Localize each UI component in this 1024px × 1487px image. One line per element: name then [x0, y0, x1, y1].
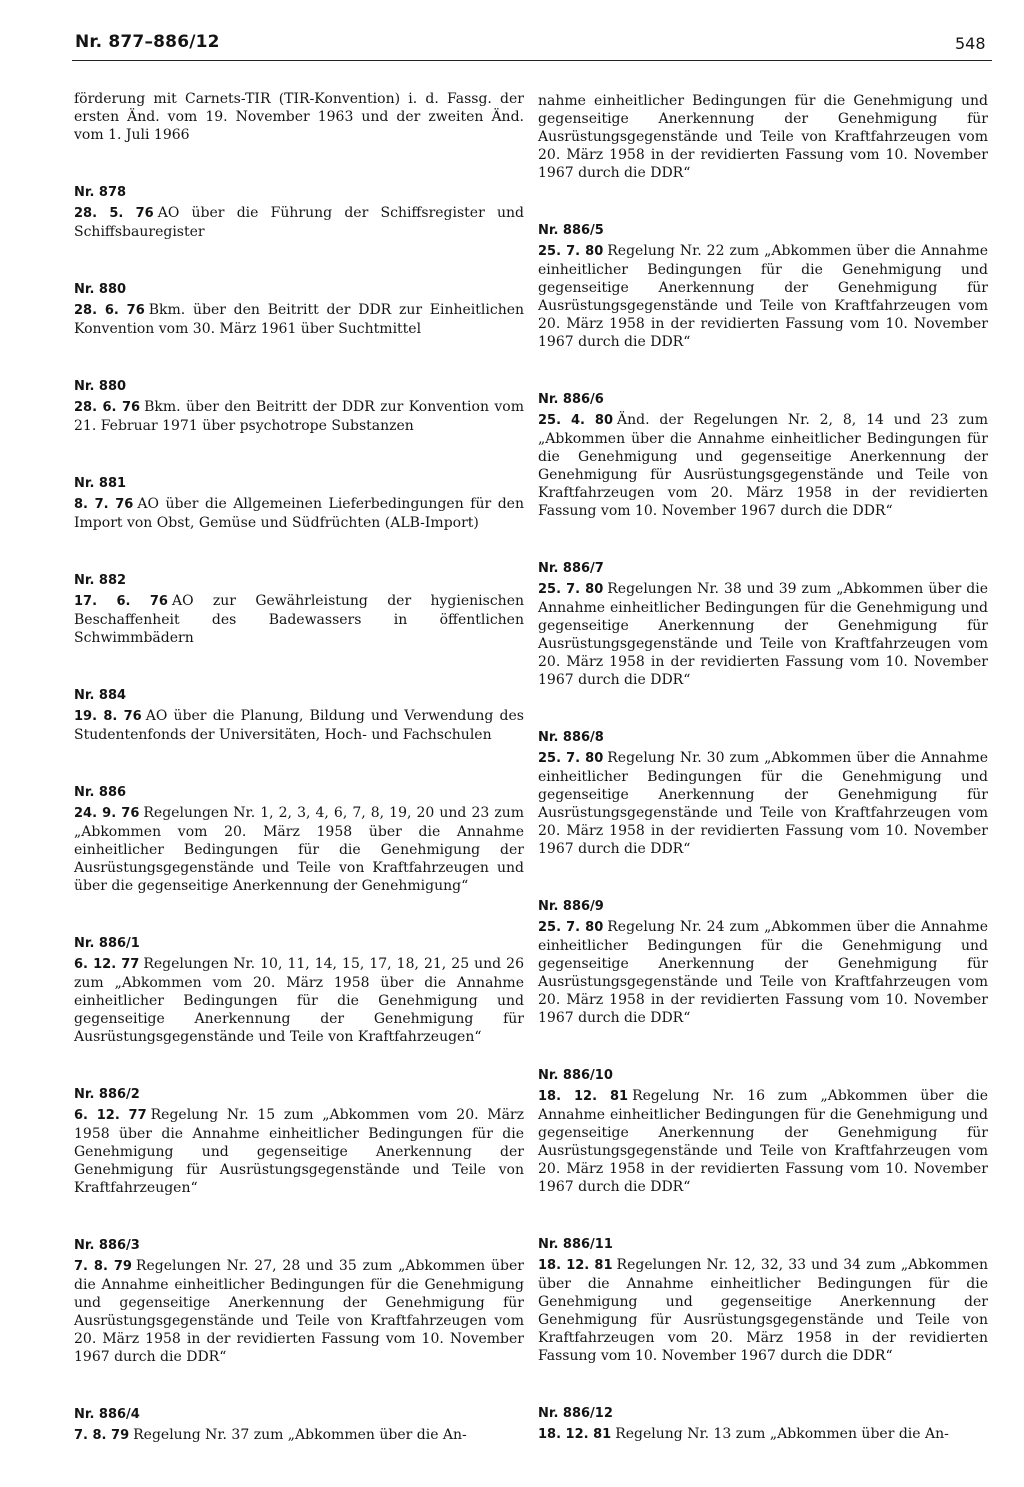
entry-date: 7. 8. 79: [74, 1428, 130, 1443]
entry-number: Nr. 886: [74, 785, 127, 800]
list-item: [538, 391, 988, 520]
entry-number: Nr. 886/10: [538, 1068, 613, 1083]
entry-date: 6. 12. 77: [74, 1108, 147, 1123]
list-item: [74, 784, 524, 895]
entry-number: Nr. 880: [74, 379, 127, 394]
list-item: [538, 1236, 988, 1365]
entry-date: 25. 7. 80: [538, 582, 604, 597]
entry-number: Nr. 880: [74, 282, 127, 297]
list-item: [74, 572, 524, 647]
entry-body: [74, 1106, 524, 1197]
entry-text: Regelungen Nr. 27, 28 und 35 zum „Abkommen über die Annahme einheitlicher Bedingungen für die Genehmigung und gegenseitige Anerkennung der Genehmigung für Ausrüstungsgegenstände und Teile von Kraftfahrzeugen vom 20. März 1958 in der revidierten Fassung vom 10. November 1967 durch die DDR“: [74, 1258, 524, 1365]
entry-date: 18. 12. 81: [538, 1258, 613, 1273]
entry-body: [74, 955, 524, 1046]
entry-text: Bkm. über den Beitritt der DDR zur Konvention vom 21. Februar 1971 über psychotrope Substanzen: [74, 399, 524, 434]
entry-date: 18. 12. 81: [538, 1427, 612, 1442]
entry-number: Nr. 882: [74, 573, 127, 588]
entry-text: Regelungen Nr. 12, 32, 33 und 34 zum „Abkommen über die Annahme einheitlicher Bedingungen für die Genehmigung und gegenseitige Anerkennung der Genehmigung für Ausrüstungsgegenstände und Teile von Kraftfahrzeugen vom 20. März 1958 in der revidierten Fassung vom 10. November 1967 durch die DDR“: [538, 1257, 989, 1364]
header-rule: [72, 60, 992, 61]
entry-date: 18. 12. 81: [538, 1089, 629, 1104]
entry-number: Nr. 886/4: [74, 1407, 140, 1422]
entry-text: Regelung Nr. 15 zum „Abkommen vom 20. März 1958 über die Annahme einheitlicher Bedingungen für die Genehmigung und gegenseitige Anerkennung der Genehmigung für Ausrüstungsgegenstände und Teile von Kraftfahrzeugen“: [74, 1107, 524, 1196]
entry-date: 7. 8. 79: [74, 1259, 132, 1274]
entry-date: 25. 7. 80: [538, 244, 604, 259]
entry-body: [538, 749, 988, 858]
entry-text: Regelung Nr. 13 zum „Abkommen über die An-: [615, 1426, 949, 1442]
entry-date: 8. 7. 76: [74, 497, 134, 512]
entry-text: Regelungen Nr. 1, 2, 3, 4, 6, 7, 8, 19, 20 und 23 zum „Abkommen vom 20. März 1958 über die Annahme einheitlicher Bedingungen für die Genehmigung der Ausrüstungsgegenstände und Teile von Kraftfahrzeugen und über die gegenseitige Anerkennung der Genehmigung“: [74, 805, 524, 894]
entry-body: [538, 918, 988, 1027]
entry-date: 6. 12. 77: [74, 957, 140, 972]
entry-text: AO über die Führung der Schiffsregister und Schiffsbauregister: [74, 205, 524, 240]
entry-body: [74, 398, 524, 435]
entry-number: Nr. 886/11: [538, 1237, 613, 1252]
list-item: [74, 1406, 524, 1445]
entry-date: 25. 7. 80: [538, 751, 604, 766]
list-item: [538, 222, 988, 351]
entry-text: Regelungen Nr. 38 und 39 zum „Abkommen über die Annahme einheitlicher Bedingungen für die Genehmigung und gegenseitige Anerkennung der Genehmigung für Ausrüstungsgegenstände und Teile von Kraftfahrzeugen vom 20. März 1958 in der revidierten Fassung vom 10. November 1967 durch die DDR“: [538, 581, 988, 688]
list-item: [74, 184, 524, 241]
entry-text: Bkm. über den Beitritt der DDR zur Einheitlichen Konvention vom 30. März 1961 über Suchtmittel: [74, 302, 525, 337]
entry-date: 25. 7. 80: [538, 920, 604, 935]
entry-date: 28. 6. 76: [74, 303, 145, 318]
list-item: [74, 475, 524, 532]
entry-body: [74, 707, 524, 744]
entry-text: AO zur Gewährleistung der hygienischen Beschaffenheit des Badewassers in öffentlichen Schwimmbädern: [74, 593, 524, 646]
entry-body: [74, 495, 524, 532]
entry-body: [74, 204, 524, 241]
list-item: [538, 1405, 988, 1444]
entry-number: Nr. 878: [74, 185, 127, 200]
entry-date: 25. 4. 80: [538, 413, 613, 428]
list-item: [538, 729, 988, 858]
entry-date: 17. 6. 76: [74, 594, 168, 609]
entry-text: AO über die Planung, Bildung und Verwendung des Studentenfonds der Universitäten, Hoch- und Fachschulen: [74, 708, 524, 743]
list-item: [74, 378, 524, 435]
page-header-title: Nr. 877–886/12: [75, 32, 220, 52]
entry-text: Regelung Nr. 30 zum „Abkommen über die Annahme einheitlicher Bedingungen für die Genehmigung und gegenseitige Anerkennung der Genehmigung für Ausrüstungsgegenstände und Teile von Kraftfahrzeugen vom 20. März 1958 in der revidierten Fassung vom 10. November 1967 durch die DDR“: [538, 750, 989, 857]
list-item: [538, 560, 988, 689]
entry-body: [74, 804, 524, 895]
entry-body: [538, 1256, 988, 1365]
entry-body: [74, 1257, 524, 1366]
entry-body: [538, 1087, 988, 1196]
entry-number: Nr. 886/12: [538, 1406, 613, 1421]
right-column: [538, 92, 988, 1484]
entry-date: 28. 5. 76: [74, 206, 154, 221]
entry-number: Nr. 886/3: [74, 1238, 140, 1253]
entry-date: 24. 9. 76: [74, 806, 140, 821]
entry-body: [538, 1425, 988, 1444]
continuation-text: nahme einheitlicher Bedingungen für die Genehmigung und gegenseitige Anerkennung der Genehmigung für Ausrüstungsgegenstände und Teile von Kraftfahrzeugen vom 20. März 1958 in der revidierten Fassung vom 10. November 1967 durch die DDR“: [538, 93, 988, 181]
entry-date: 28. 6. 76: [74, 400, 141, 415]
entry-number: Nr. 886/6: [538, 392, 604, 407]
entry-body: [74, 592, 524, 647]
entry-body: [538, 580, 988, 689]
entry-text: Regelungen Nr. 10, 11, 14, 15, 17, 18, 21, 25 und 26 zum „Abkommen vom 20. März 1958 über die Annahme einheitlicher Bedingungen für die Genehmigung und gegenseitige Anerkennung der Genehmigung für Ausrüstungsgegenstände und Teile von Kraftfahrzeugen“: [74, 956, 524, 1045]
list-item: [74, 1237, 524, 1366]
entry-text: AO über die Allgemeinen Lieferbedingungen für den Import von Obst, Gemüse und Südfrüchten (ALB-Import): [74, 496, 524, 531]
entry-text: Änd. der Regelungen Nr. 2, 8, 14 und 23 zum „Abkommen über die Annahme einheitlicher Bedingungen für die Genehmigung und gegenseitige Anerkennung der Genehmigung für Ausrüstungsgegenstände und Teile von Kraftfahrzeugen vom 20. März 1958 in der revidierten Fassung vom 10. November 1967 durch die DDR“: [538, 412, 988, 519]
list-item: [74, 935, 524, 1046]
entry-number: Nr. 886/7: [538, 561, 604, 576]
list-item: [74, 1086, 524, 1197]
page-number: 548: [955, 34, 986, 53]
entry-body: [74, 1426, 524, 1445]
list-item: [538, 1067, 988, 1196]
list-item: [538, 898, 988, 1027]
entry-body: [538, 411, 988, 520]
entry-number: Nr. 881: [74, 476, 127, 491]
left-column: [74, 90, 524, 1485]
entry-body: [538, 242, 988, 351]
entry-text: Regelung Nr. 16 zum „Abkommen über die Annahme einheitlicher Bedingungen für die Genehmigung und gegenseitige Anerkennung der Genehmigung für Ausrüstungsgegenstände und Teile von Kraftfahrzeugen vom 20. März 1958 in der revidierten Fassung vom 10. November 1967 durch die DDR“: [538, 1088, 988, 1195]
entry-number: Nr. 886/5: [538, 223, 604, 238]
continuation-text: förderung mit Carnets-TIR (TIR-Konvention) i. d. Fassg. der ersten Änd. vom 19. November 1963 und der zweiten Änd. vom 1. Juli 1966: [74, 91, 524, 143]
entry-number: Nr. 886/1: [74, 936, 140, 951]
entry-date: 19. 8. 76: [74, 709, 142, 724]
entry-number: Nr. 886/8: [538, 730, 604, 745]
entry-number: Nr. 884: [74, 688, 127, 703]
entry-number: Nr. 886/9: [538, 899, 604, 914]
list-item: [74, 687, 524, 744]
list-item: [74, 281, 524, 338]
entry-text: Regelung Nr. 22 zum „Abkommen über die Annahme einheitlicher Bedingungen für die Genehmigung und gegenseitige Anerkennung der Genehmigung für Ausrüstungsgegenstände und Teile von Kraftfahrzeugen vom 20. März 1958 in der revidierten Fassung vom 10. November 1967 durch die DDR“: [538, 243, 989, 350]
entry-text: Regelung Nr. 37 zum „Abkommen über die An-: [133, 1427, 467, 1443]
entry-number: Nr. 886/2: [74, 1087, 140, 1102]
entry-body: [74, 301, 524, 338]
entry-text: Regelung Nr. 24 zum „Abkommen über die Annahme einheitlicher Bedingungen für die Genehmigung und gegenseitige Anerkennung der Genehmigung für Ausrüstungsgegenstände und Teile von Kraftfahrzeugen vom 20. März 1958 in der revidierten Fassung vom 10. November 1967 durch die DDR“: [538, 919, 989, 1026]
